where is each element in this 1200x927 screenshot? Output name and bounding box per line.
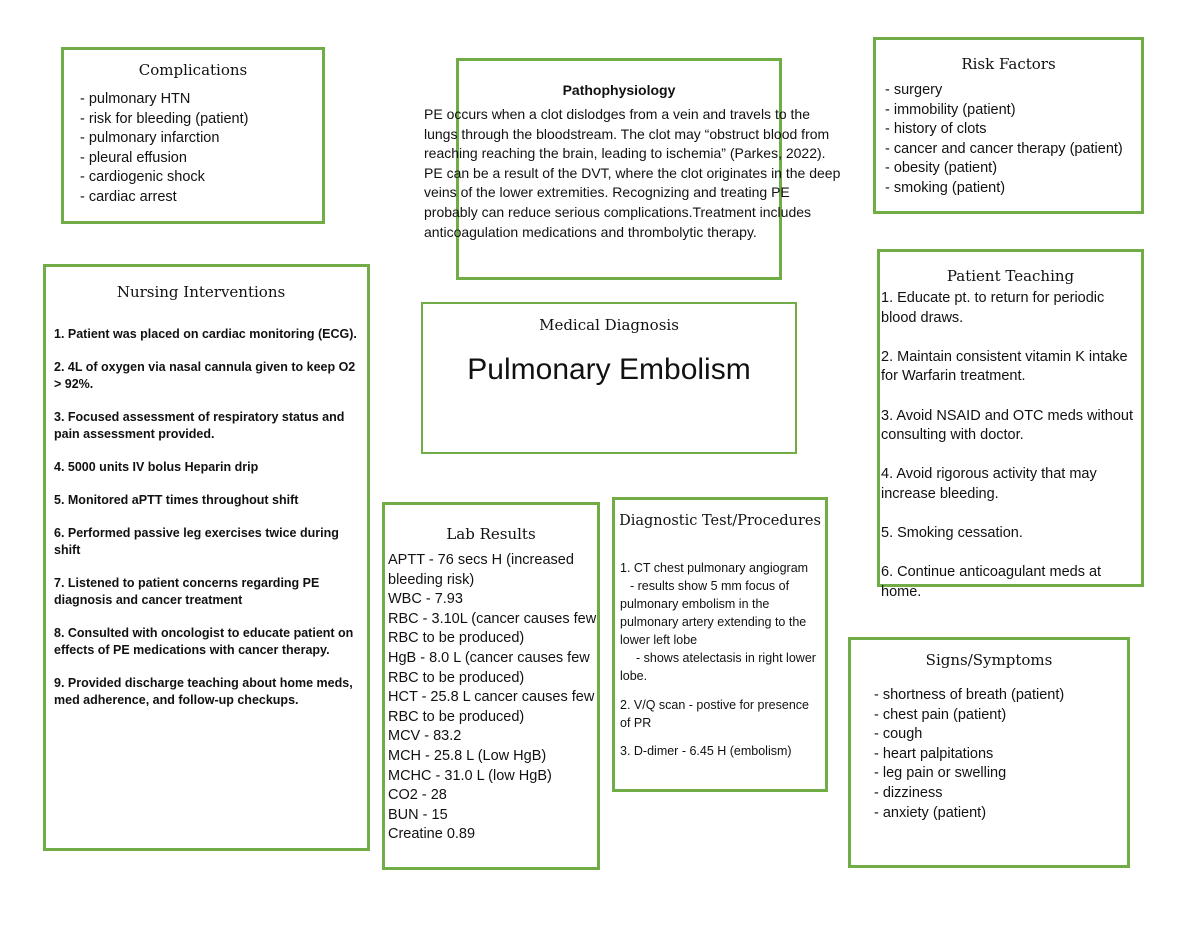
list-item: - cough bbox=[874, 725, 1124, 745]
lab-results-list bbox=[388, 551, 604, 845]
list-item: 2. V/Q scan - postive for presence of PR bbox=[620, 698, 809, 730]
list-item: WBC - 7.93 bbox=[388, 591, 463, 608]
patient-teaching-title: Patient Teaching bbox=[946, 267, 1075, 285]
list-item: 3. Avoid NSAID and OTC meds without consulting with doctor. bbox=[881, 407, 1133, 444]
nursing-interventions-title: Nursing Interventions bbox=[116, 283, 286, 301]
patient-teaching-list bbox=[881, 289, 1139, 603]
complications-title: Complications bbox=[138, 61, 248, 79]
list-item: 3. D-dimer - 6.45 H (embolism) bbox=[620, 744, 792, 758]
list-item: - immobility (patient) bbox=[885, 101, 1195, 121]
list-item: - results show 5 mm focus of pulmonary embolism in the pulmonary artery extending to the lower left lobe bbox=[620, 579, 807, 647]
list-item: 1. Educate pt. to return for periodic blood draws. bbox=[881, 290, 1105, 326]
list-item: - pulmonary HTN bbox=[80, 90, 320, 110]
list-item: Creatine 0.89 bbox=[388, 826, 476, 843]
list-item: - dizziness bbox=[874, 784, 1124, 804]
list-item: MCHC - 31.0 L (low HgB) bbox=[388, 767, 552, 784]
list-item: - cancer and cancer therapy (patient) bbox=[885, 140, 1195, 160]
diagnostic-tests-list bbox=[620, 559, 820, 760]
list-item: - history of clots bbox=[885, 120, 1195, 140]
pathophysiology-text: PE occurs when a clot dislodges from a vein and travels to the lungs through the bloodstream. The clot may “obstruct blood from reaching reaching the brain, leading to ischemia” (Parkes, 2022). PE can be a result of the DVT, where the clot originates in the deep veins of the lower extremities. Recognizing and treating PE probably can reduce serious complications.Treatment includes anticoagulation medications and thrombolytic therapy. bbox=[424, 106, 841, 240]
list-item: 9. Provided discharge teaching about home meds, med adherence, and follow-up checkups. bbox=[54, 676, 353, 707]
list-item: - shortness of breath (patient) bbox=[874, 686, 1124, 706]
risk-factors-list bbox=[885, 81, 1195, 199]
list-item: 1. Patient was placed on cardiac monitoring (ECG). bbox=[54, 327, 357, 341]
list-item: 6. Performed passive leg exercises twice during shift bbox=[54, 526, 339, 557]
risk-factors-title: Risk Factors bbox=[961, 55, 1056, 73]
list-item: MCH - 25.8 L (Low HgB) bbox=[388, 747, 547, 764]
pathophysiology-title: Pathophysiology bbox=[562, 82, 676, 98]
list-item: HCT - 25.8 L cancer causes few RBC to be produced) bbox=[388, 689, 595, 725]
list-item: - cardiac arrest bbox=[80, 188, 320, 208]
list-item: 1. CT chest pulmonary angiogram bbox=[620, 561, 809, 575]
list-item: - cardiogenic shock bbox=[80, 168, 320, 188]
list-item: - obesity (patient) bbox=[885, 159, 1195, 179]
list-item: 6. Continue anticoagulant meds at home. bbox=[881, 564, 1102, 600]
list-item: 2. 4L of oxygen via nasal cannula given to keep O2 > 92%. bbox=[54, 360, 356, 391]
list-item: - chest pain (patient) bbox=[874, 706, 1124, 726]
list-item: 5. Monitored aPTT times throughout shift bbox=[54, 493, 299, 507]
list-item: - anxiety (patient) bbox=[874, 804, 1124, 824]
list-item: - smoking (patient) bbox=[885, 179, 1195, 199]
list-item: - surgery bbox=[885, 81, 1195, 101]
list-item: MCV - 83.2 bbox=[388, 728, 462, 745]
list-item: 7. Listened to patient concerns regarding PE diagnosis and cancer treatment bbox=[54, 576, 320, 607]
list-item: APTT - 76 secs H (increased bleeding risk) bbox=[388, 552, 574, 588]
list-item: - shows atelectasis in right lower lobe. bbox=[620, 651, 816, 683]
list-item: 8. Consulted with oncologist to educate patient on effects of PE medications with cancer therapy. bbox=[54, 626, 354, 657]
signs-symptoms-title: Signs/Symptoms bbox=[925, 651, 1053, 669]
list-item: - pulmonary infarction bbox=[80, 129, 320, 149]
list-item: - leg pain or swelling bbox=[874, 764, 1124, 784]
list-item: 4. Avoid rigorous activity that may increase bleeding. bbox=[881, 466, 1097, 502]
list-item: 3. Focused assessment of respiratory status and pain assessment provided. bbox=[54, 410, 345, 441]
medical-diagnosis-title: Medical Diagnosis bbox=[539, 316, 679, 334]
nursing-interventions-list bbox=[54, 326, 359, 709]
signs-symptoms-list bbox=[874, 686, 1124, 823]
list-item: - risk for bleeding (patient) bbox=[80, 110, 320, 130]
list-item: 4. 5000 units IV bolus Heparin drip bbox=[54, 460, 259, 474]
list-item: - heart palpitations bbox=[874, 745, 1124, 765]
list-item: CO2 - 28 bbox=[388, 787, 447, 804]
list-item: HgB - 8.0 L (cancer causes few RBC to be produced) bbox=[388, 649, 590, 686]
list-item: RBC - 3.10L (cancer causes few RBC to be produced) bbox=[388, 610, 597, 647]
diagnostic-tests-title: Diagnostic Test/Procedures bbox=[619, 513, 821, 529]
complications-list bbox=[80, 90, 320, 208]
diagnosis-heading: Pulmonary Embolism bbox=[467, 353, 751, 386]
list-item: 5. Smoking cessation. bbox=[881, 525, 1023, 542]
lab-results-title: Lab Results bbox=[446, 525, 536, 543]
list-item: 2. Maintain consistent vitamin K intake for Warfarin treatment. bbox=[881, 348, 1128, 385]
list-item: BUN - 15 bbox=[388, 806, 448, 823]
list-item: - pleural effusion bbox=[80, 149, 320, 169]
